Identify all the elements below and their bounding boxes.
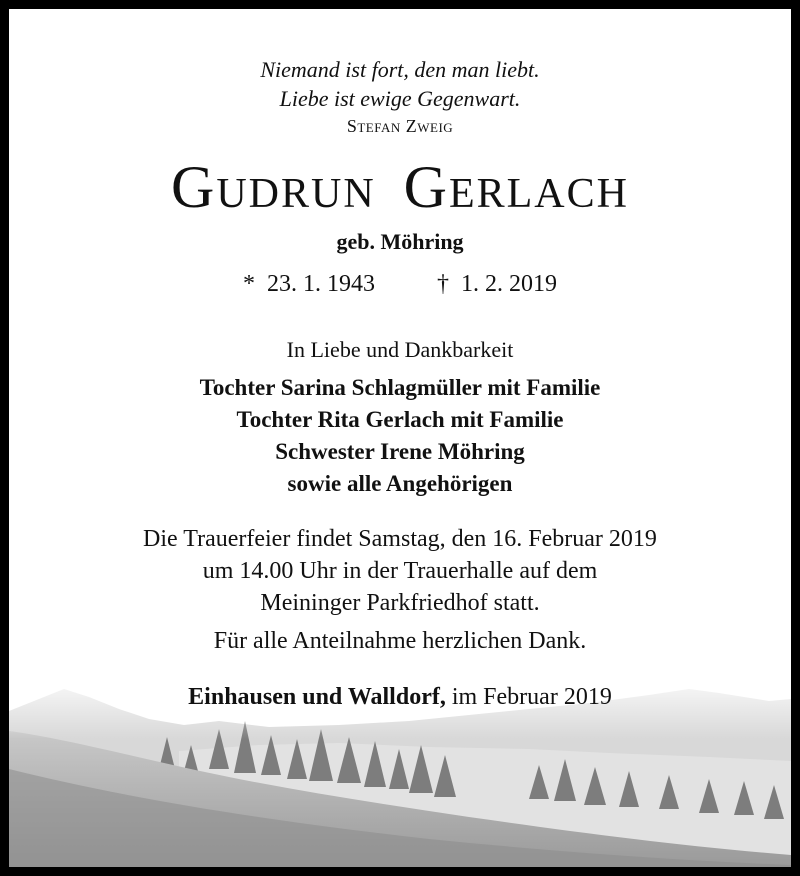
first-name: Gudrun bbox=[170, 154, 376, 220]
deceased-name bbox=[9, 154, 791, 220]
birth-date-group bbox=[243, 272, 375, 296]
birth-date: 23. 1. 1943 bbox=[267, 271, 375, 297]
death-cross-icon: † bbox=[437, 271, 449, 297]
death-date: 1. 2. 2019 bbox=[461, 271, 557, 297]
landscape-photo bbox=[9, 9, 791, 867]
quote-author: Stefan Zweig bbox=[346, 116, 454, 136]
closing-places: Einhausen und Walldorf, bbox=[188, 684, 446, 710]
last-name: Gerlach bbox=[403, 154, 629, 220]
funeral-line-2: um 14.00 Uhr in der Trauerhalle auf dem bbox=[202, 558, 598, 584]
mourner-line: sowie alle Angehörigen bbox=[287, 471, 513, 496]
death-date-group bbox=[437, 272, 557, 296]
mourner-line: Tochter Rita Gerlach mit Familie bbox=[236, 407, 564, 432]
funeral-line-1: Die Trauerfeier findet Samstag, den 16. Februar 2019 bbox=[143, 526, 657, 552]
birth-name: geb. Möhring bbox=[336, 229, 464, 254]
life-dates bbox=[9, 272, 791, 296]
thanks-line: Für alle Anteilnahme herzlichen Dank. bbox=[213, 628, 587, 654]
mourners-intro: In Liebe und Dankbarkeit bbox=[286, 337, 514, 362]
closing-line bbox=[9, 685, 791, 709]
mourner-line: Tochter Sarina Schlagmüller mit Familie bbox=[199, 375, 601, 400]
quote-line-2: Liebe ist ewige Gegenwart. bbox=[279, 86, 521, 111]
closing-date: im Februar 2019 bbox=[451, 684, 612, 710]
quote-line-1: Niemand ist fort, den man liebt. bbox=[260, 57, 540, 82]
funeral-line-3: Meininger Parkfriedhof statt. bbox=[260, 590, 540, 616]
mourner-line: Schwester Irene Möhring bbox=[275, 439, 525, 464]
birth-star-icon: * bbox=[243, 271, 255, 297]
